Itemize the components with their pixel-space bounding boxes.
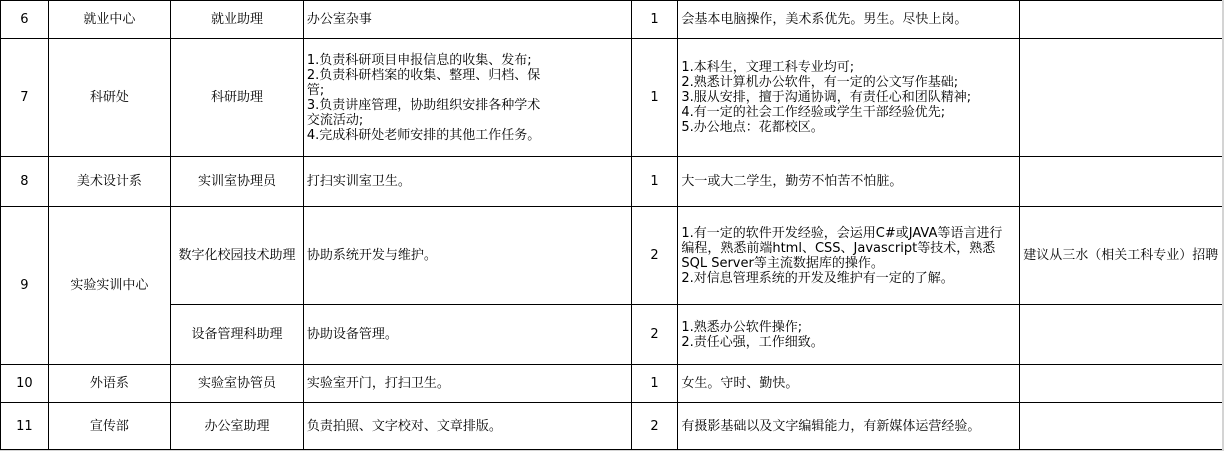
table-row: [1, 1, 1223, 39]
position-cell[interactable]: 实验室协管员: [171, 365, 304, 403]
table-row: [1, 365, 1223, 403]
note-cell[interactable]: [1019, 1, 1222, 39]
note-cell[interactable]: [1019, 365, 1222, 403]
row-number[interactable]: 9: [1, 207, 49, 365]
duties-cell[interactable]: [303, 207, 631, 305]
requirements-line: 1.熟悉办公软件操作;: [681, 319, 803, 335]
requirements-line: 2.对信息管理系统的开发及维护有一定的了解。: [681, 270, 954, 286]
duties-line: 3.负责讲座管理，协助组织安排各种学术: [306, 97, 541, 113]
requirements-cell[interactable]: [678, 403, 1019, 450]
table-row: [1, 39, 1223, 157]
requirements-line: 4.有一定的社会工作经验或学生干部经验优先;: [681, 105, 946, 120]
duties-line: 管;: [306, 82, 325, 98]
requirements-line: 大一或大二学生，勤劳不怕苦不怕脏。: [681, 174, 903, 189]
count-cell[interactable]: 2: [631, 207, 678, 305]
table-row: [1, 305, 1223, 365]
table-row: [1, 403, 1223, 450]
count-cell[interactable]: 1: [631, 1, 678, 39]
requirements-line: 2.责任心强，工作细致。: [681, 334, 824, 350]
position-cell[interactable]: 科研助理: [171, 39, 304, 157]
count-cell[interactable]: 2: [631, 305, 678, 365]
duties-cell[interactable]: [303, 365, 631, 403]
requirements-line: 编程，熟悉前端html、CSS、Javascript等技术，熟悉: [681, 240, 996, 256]
duties-line: 1.负责科研项目申报信息的收集、发布;: [306, 52, 532, 68]
note-cell[interactable]: [1019, 157, 1222, 207]
duties-line: 交流活动;: [306, 112, 364, 128]
duties-line: 2.负责科研档案的收集、整理、归档、保: [306, 67, 541, 83]
note-cell[interactable]: [1019, 305, 1222, 365]
duties-line: 打扫实训室卫生。: [306, 174, 411, 189]
requirements-line: 女生。守时、勤快。: [681, 376, 799, 391]
requirements-line: 有摄影基础以及文字编辑能力，有新媒体运营经验。: [681, 418, 981, 434]
duties-cell[interactable]: [303, 1, 631, 39]
department-cell[interactable]: 外语系: [48, 365, 170, 403]
count-cell[interactable]: 2: [631, 403, 678, 450]
duties-line: 实验室开门，打扫卫生。: [306, 376, 450, 391]
department-cell[interactable]: 美术设计系: [48, 157, 170, 207]
duties-line: 协助系统开发与维护。: [306, 248, 437, 263]
duties-line: 协助设备管理。: [306, 327, 398, 342]
duties-cell[interactable]: [303, 305, 631, 365]
requirements-line: 2.熟悉计算机办公软件，有一定的公文写作基础;: [681, 75, 959, 90]
count-cell[interactable]: 1: [631, 365, 678, 403]
requirements-line: SQL Server等主流数据库的操作。: [681, 255, 884, 271]
position-cell[interactable]: 办公室助理: [171, 403, 304, 450]
note-cell[interactable]: [1019, 403, 1222, 450]
requirements-cell[interactable]: [678, 365, 1019, 403]
duties-cell[interactable]: [303, 403, 631, 450]
row-number[interactable]: 8: [1, 157, 49, 207]
requirements-line: 1.有一定的软件开发经验，会运用C#或JAVA等语言进行: [681, 225, 1003, 241]
position-cell[interactable]: 实训室协理员: [171, 157, 304, 207]
position-cell[interactable]: 设备管理科助理: [171, 305, 304, 365]
position-cell[interactable]: 就业助理: [171, 1, 304, 39]
department-cell[interactable]: 宣传部: [48, 403, 170, 450]
requirements-line: 3.服从安排，擅于沟通协调，有责任心和团队精神;: [681, 90, 972, 105]
department-cell[interactable]: 实验实训中心: [48, 207, 170, 365]
note-cell[interactable]: [1019, 39, 1222, 157]
count-cell[interactable]: 1: [631, 157, 678, 207]
requirements-cell[interactable]: [678, 157, 1019, 207]
requirements-line: 5.办公地点：花都校区。: [681, 120, 824, 135]
requirements-cell[interactable]: [678, 39, 1019, 157]
duties-cell[interactable]: [303, 39, 631, 157]
row-number[interactable]: 7: [1, 39, 49, 157]
count-cell[interactable]: 1: [631, 39, 678, 157]
note-cell[interactable]: 建议从三水（相关工科专业）招聘: [1019, 207, 1222, 305]
duties-line: 负责拍照、文字校对、文章排版。: [306, 418, 502, 434]
requirements-cell[interactable]: [678, 1, 1019, 39]
row-number[interactable]: 6: [1, 1, 49, 39]
row-number[interactable]: 10: [1, 365, 49, 403]
table-row: [1, 207, 1223, 305]
duties-line: 办公室杂事: [306, 12, 372, 27]
department-cell[interactable]: 就业中心: [48, 1, 170, 39]
position-cell[interactable]: 数字化校园技术助理: [171, 207, 304, 305]
department-cell[interactable]: 科研处: [48, 39, 170, 157]
table-row: [1, 157, 1223, 207]
duties-line: 4.完成科研处老师安排的其他工作任务。: [306, 127, 541, 143]
requirements-line: 会基本电脑操作，美术系优先。男生。尽快上岗。: [681, 12, 968, 27]
row-number[interactable]: 11: [1, 403, 49, 450]
requirements-cell[interactable]: [678, 207, 1019, 305]
requirements-line: 1.本科生，文理工科专业均可;: [681, 60, 855, 75]
requirements-cell[interactable]: [678, 305, 1019, 365]
duties-cell[interactable]: [303, 157, 631, 207]
